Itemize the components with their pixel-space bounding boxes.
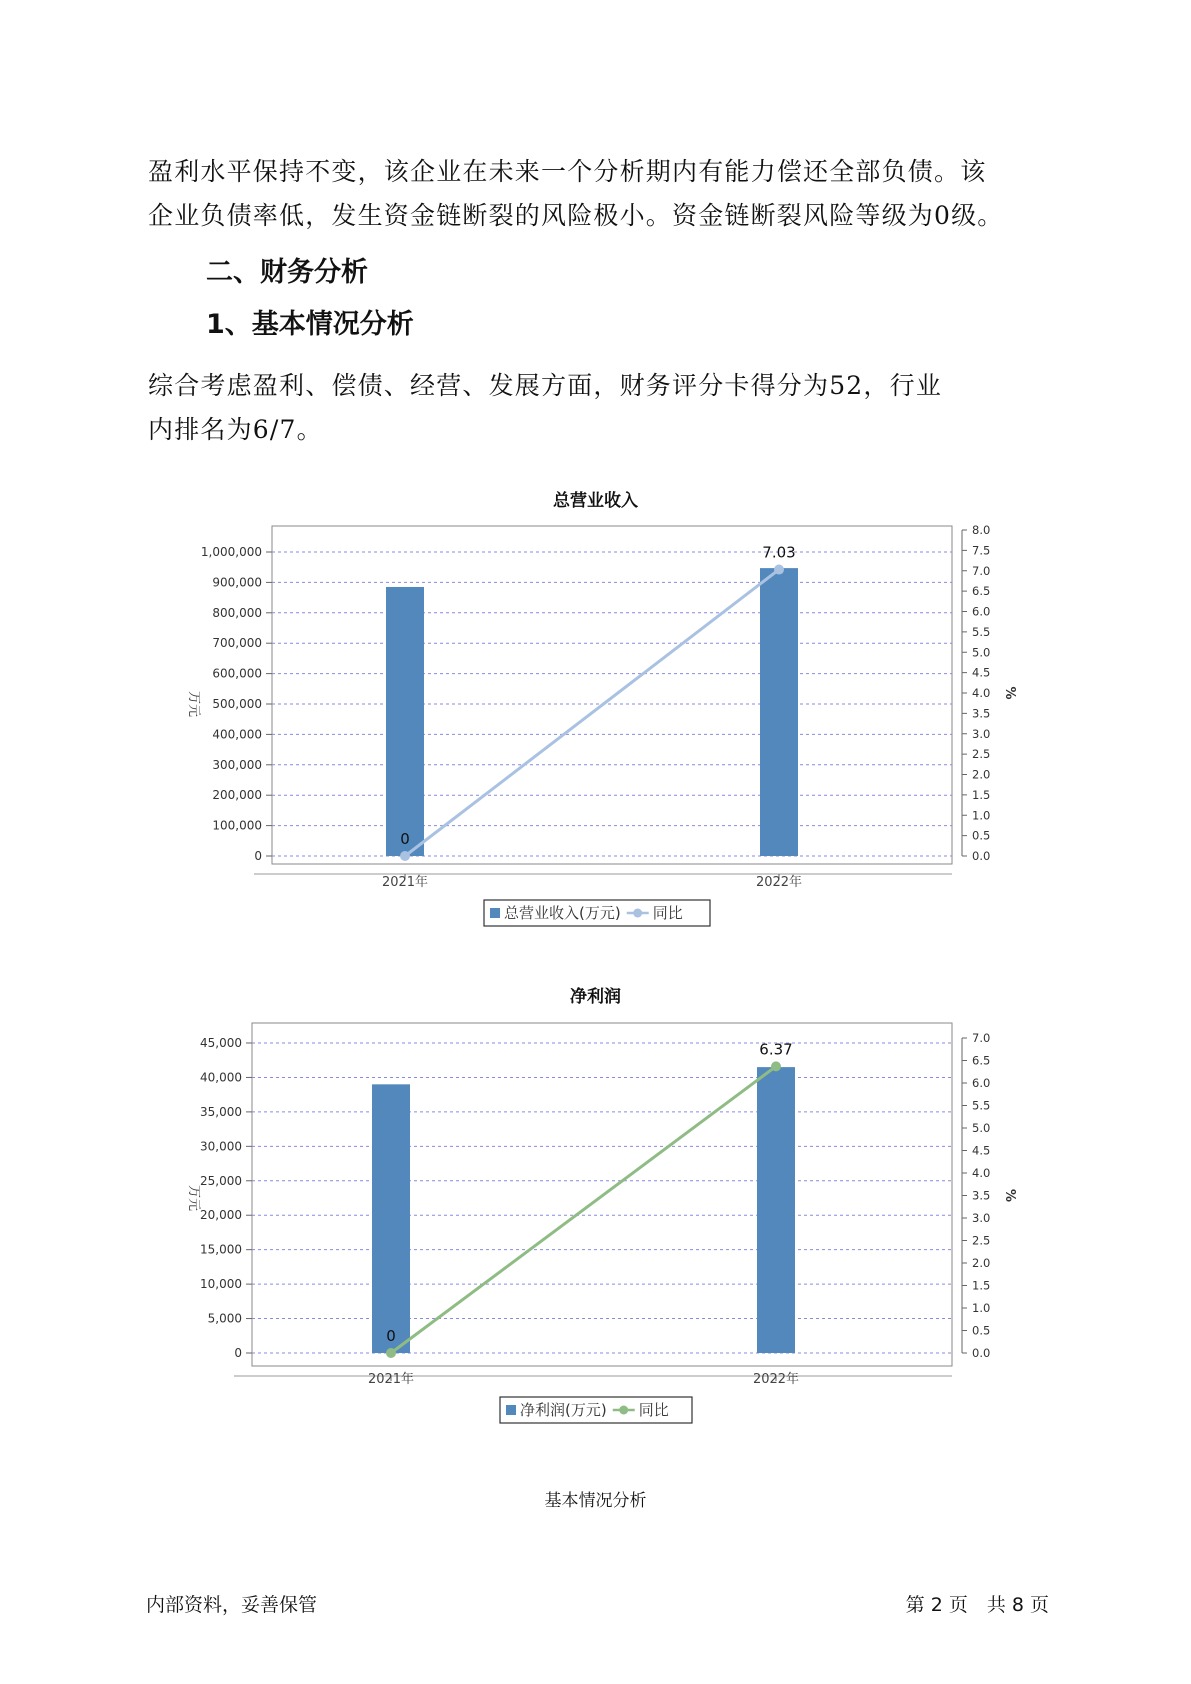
legend-line-marker (619, 1406, 628, 1415)
y2-tick-label: 7.0 (972, 1031, 991, 1045)
y2-tick-label: 2.0 (972, 767, 991, 782)
legend-bar-swatch (506, 1405, 516, 1415)
y2-tick-label: 1.5 (972, 787, 991, 802)
subsection-heading: 1、基本情况分析 (206, 309, 414, 340)
legend-bar-label: 总营业收入(万元) (504, 904, 621, 922)
line-point (386, 1348, 396, 1358)
y-tick-label: 30,000 (200, 1139, 242, 1154)
paragraph-line: 企业负债率低，发生资金链断裂的风险极小。资金链断裂风险等级为0级。 (148, 201, 1004, 230)
y2-tick-label: 5.5 (972, 1098, 991, 1113)
chart-title: 净利润 (570, 987, 621, 1007)
y2-tick-label: 3.0 (972, 726, 991, 741)
y2-tick-label: 3.5 (972, 706, 991, 721)
y2-tick-label: 6.0 (972, 604, 991, 619)
paragraph-line: 内排名为6/7。 (148, 415, 323, 444)
data-label: 7.03 (762, 543, 796, 562)
y-tick-label: 15,000 (200, 1242, 242, 1257)
y2-tick-label: 5.0 (972, 645, 991, 660)
y2-tick-label: 0.0 (972, 849, 991, 863)
y-axis-label: 万元 (186, 690, 201, 718)
y2-tick-label: 7.5 (972, 543, 991, 558)
y2-tick-label: 6.5 (972, 1053, 991, 1068)
y-tick-label: 800,000 (212, 605, 262, 620)
bar (372, 1084, 410, 1353)
y-tick-label: 900,000 (212, 575, 262, 590)
y2-tick-label: 4.0 (972, 1166, 991, 1180)
y-tick-label: 25,000 (200, 1173, 242, 1188)
footer-left: 内部资料，妥善保管 (146, 1594, 318, 1616)
section-heading: 二、财务分析 (206, 257, 368, 288)
y2-tick-label: 3.5 (972, 1188, 991, 1203)
y-tick-label: 45,000 (200, 1036, 242, 1050)
y-tick-label: 40,000 (200, 1070, 242, 1085)
y-tick-label: 400,000 (212, 727, 262, 742)
legend-line-label: 同比 (652, 904, 683, 922)
y-tick-label: 200,000 (212, 788, 262, 803)
data-label: 0 (400, 830, 410, 848)
y2-tick-label: 5.0 (972, 1121, 991, 1135)
y2-tick-label: 6.5 (972, 584, 991, 599)
y-tick-label: 5,000 (207, 1311, 242, 1326)
y2-tick-label: 0.5 (972, 828, 991, 843)
y-tick-label: 100,000 (212, 818, 262, 833)
y-tick-label: 500,000 (212, 697, 262, 711)
y2-tick-label: 2.5 (972, 1233, 991, 1248)
footer-page-number: 第 2 页 共 8 页 (905, 1594, 1049, 1616)
data-label: 0 (386, 1327, 396, 1345)
legend-bar-label: 净利润(万元) (520, 1401, 607, 1419)
y2-tick-label: 4.5 (972, 665, 991, 680)
x-tick-label: 2022年 (755, 875, 803, 890)
y2-tick-label: 1.0 (972, 1301, 991, 1315)
y2-axis-label: % (1002, 1188, 1017, 1203)
paragraph-line: 盈利水平保持不变，该企业在未来一个分析期内有能力偿还全部负债。该 (148, 157, 987, 186)
y2-tick-label: 1.0 (972, 808, 991, 823)
y2-tick-label: 6.0 (972, 1076, 991, 1090)
y2-axis-label: % (1002, 686, 1017, 700)
y2-tick-label: 7.0 (972, 563, 991, 578)
x-tick-label: 2022年 (752, 1372, 800, 1387)
y-tick-label: 0 (234, 1346, 242, 1360)
y-tick-label: 20,000 (200, 1208, 242, 1223)
legend-line-label: 同比 (638, 1401, 669, 1419)
y-tick-label: 10,000 (200, 1277, 242, 1292)
y2-tick-label: 8.0 (972, 523, 991, 537)
y2-tick-label: 2.5 (972, 747, 991, 762)
chart-title: 总营业收入 (553, 491, 638, 511)
y-tick-label: 0 (254, 849, 262, 863)
x-tick-label: 2021年 (367, 1372, 415, 1387)
y2-tick-label: 0.0 (972, 1346, 991, 1360)
x-tick-label: 2021年 (381, 875, 429, 890)
y2-tick-label: 5.5 (972, 624, 991, 639)
y2-tick-label: 0.5 (972, 1323, 991, 1338)
y-tick-label: 600,000 (212, 666, 262, 681)
y-axis-label: 万元 (186, 1184, 201, 1212)
bar (757, 1067, 795, 1353)
y2-tick-label: 4.0 (972, 686, 991, 700)
y2-tick-label: 1.5 (972, 1278, 991, 1293)
y-tick-label: 1,000,000 (200, 545, 262, 559)
y2-tick-label: 2.0 (972, 1256, 991, 1270)
paragraph-line: 综合考虑盈利、偿债、经营、发展方面，财务评分卡得分为52，行业 (148, 371, 943, 400)
figure-caption: 基本情况分析 (544, 1491, 647, 1511)
data-label: 6.37 (759, 1040, 793, 1059)
y-tick-label: 300,000 (212, 757, 262, 772)
y2-tick-label: 3.0 (972, 1211, 991, 1225)
y-tick-label: 35,000 (200, 1104, 242, 1119)
y2-tick-label: 4.5 (972, 1143, 991, 1158)
line-point (771, 1061, 781, 1071)
y-tick-label: 700,000 (212, 636, 262, 651)
